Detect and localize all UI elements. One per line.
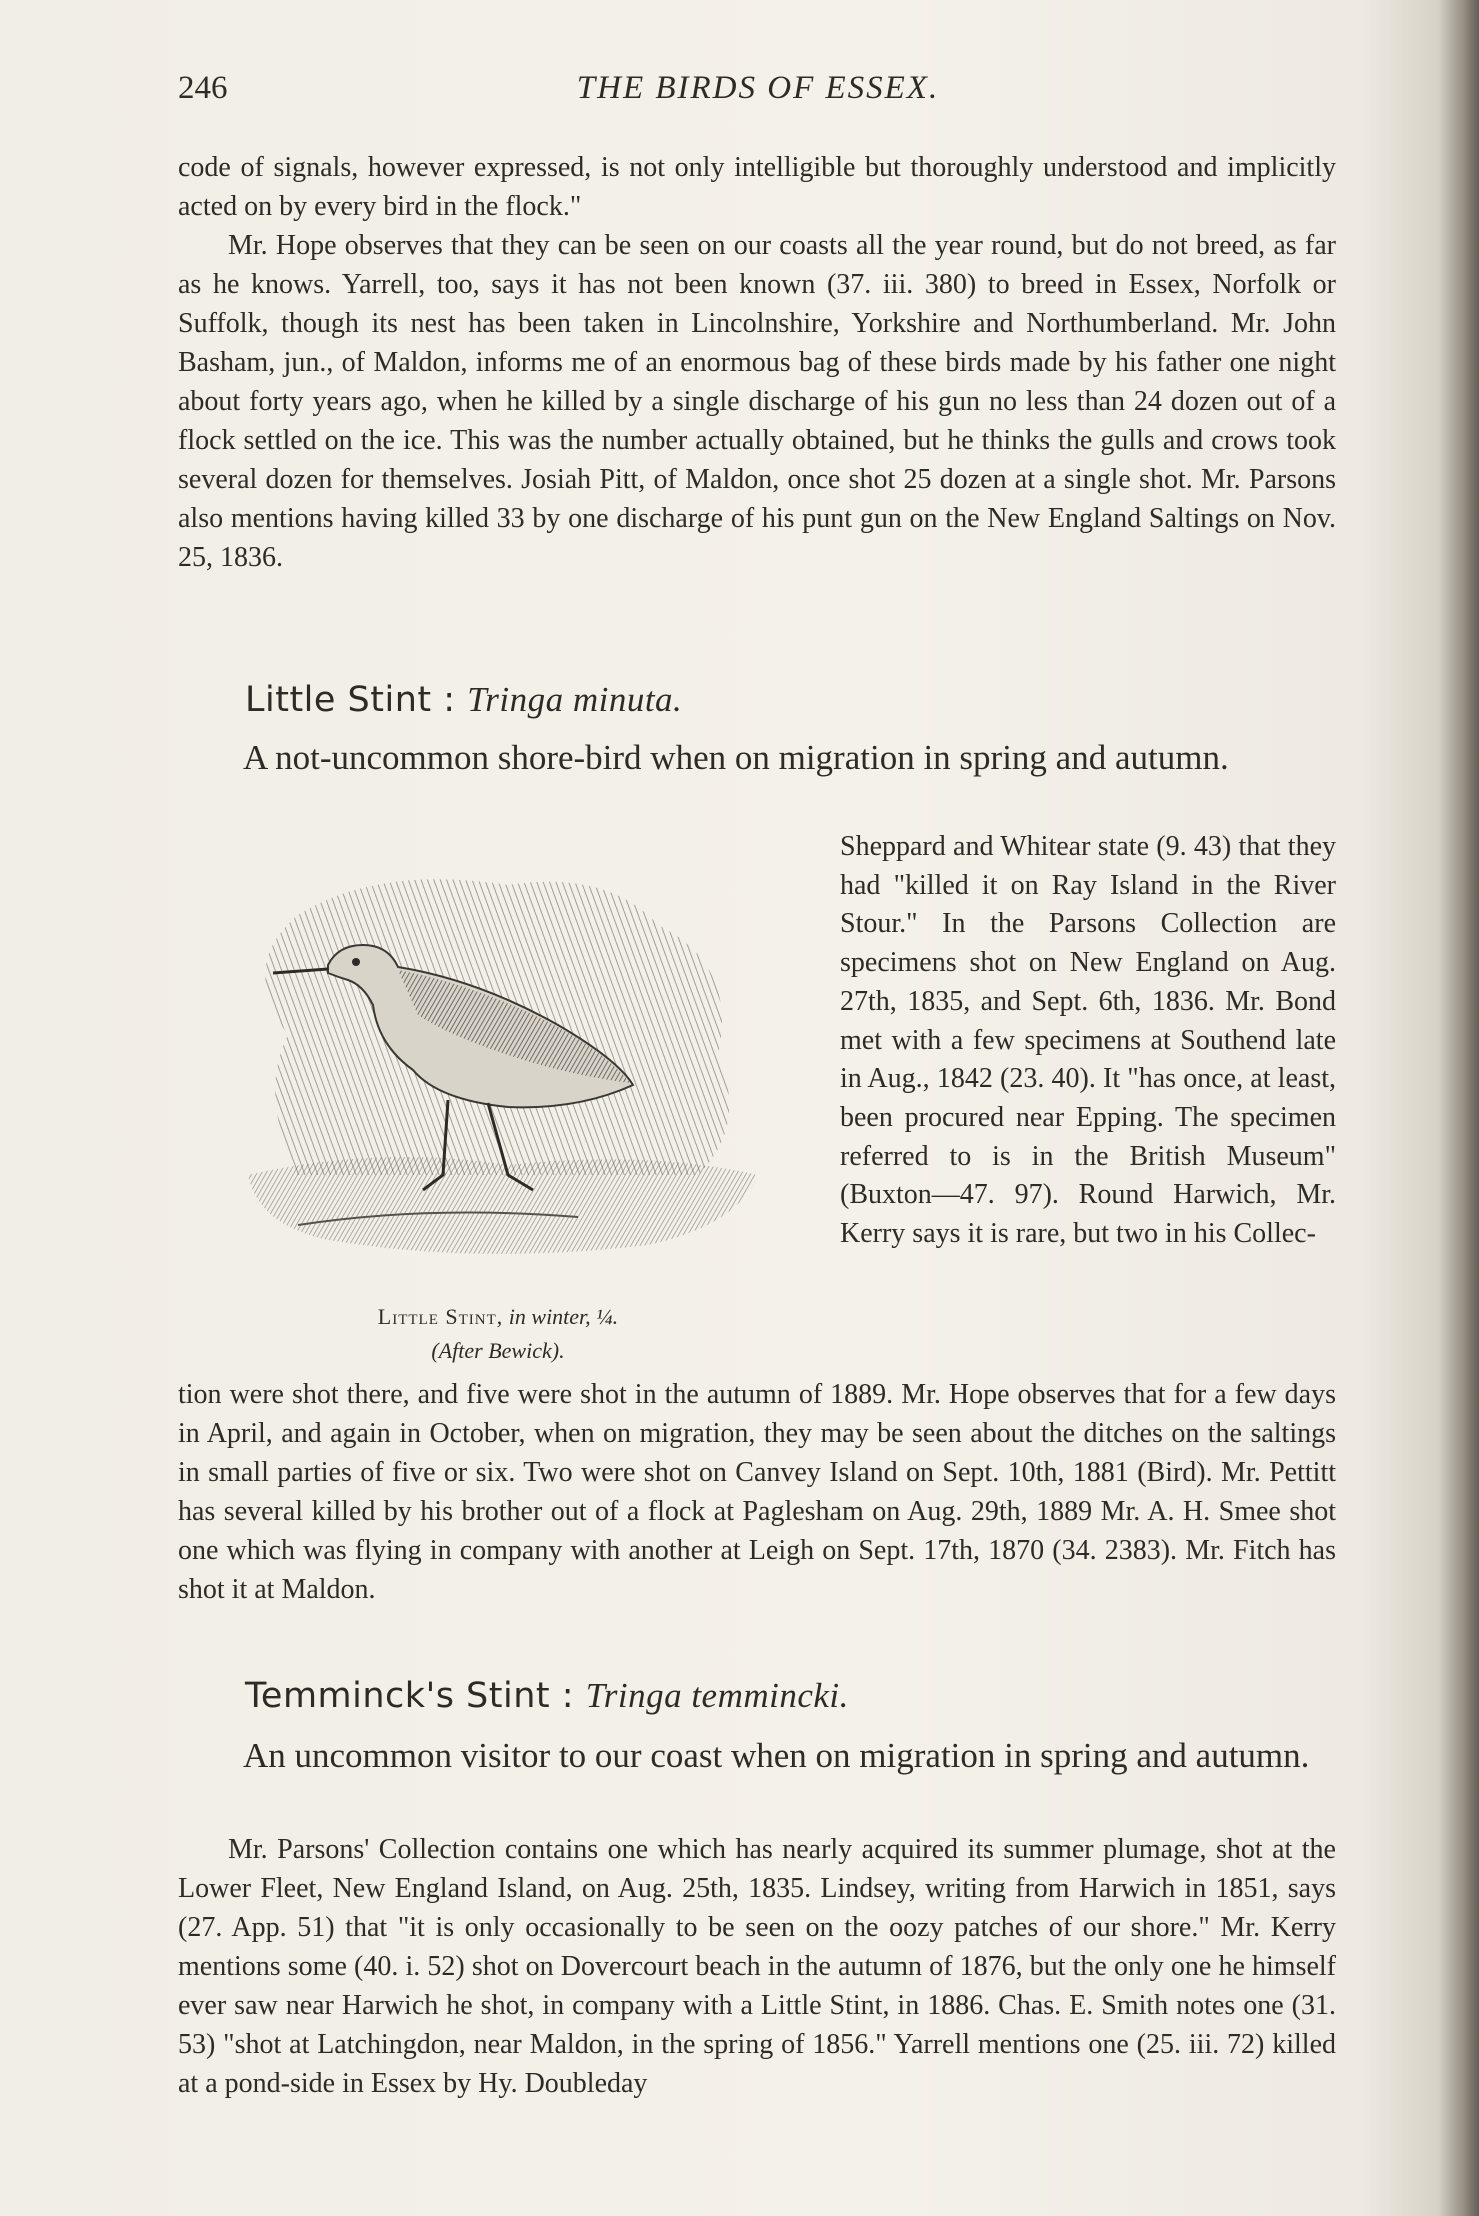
- section-heading-temmincks-stint: [245, 1676, 849, 1716]
- page-number: 246: [178, 70, 228, 106]
- lead-little-stint: [178, 736, 1338, 780]
- running-title: THE BIRDS OF ESSEX.: [576, 70, 940, 106]
- caption-line-1: Little Stint, in winter, ¼.: [377, 1304, 619, 1329]
- heading-separator: :: [561, 1676, 575, 1716]
- caption-line-2: (After Bewick).: [431, 1338, 565, 1363]
- continued-paragraph: tion were shot there, and five were shot in the autumn of 1889. Mr. Hope observes that for a few days in April, and again in October, when on migration, they may be seen about the ditches on the saltings in small parties of five or six. Two were shot on Canvey Island on Sept. 10th, 1881 (Bird). Mr. Pettitt has several killed by his brother out of a flock at Paglesham on Aug. 29th, 1889 Mr. A. H. Smee shot one which was flying in company with another at Leigh on Sept. 17th, 1870 (34. 2383). Mr. Fitch has shot it at Maldon.: [178, 1379, 1336, 1605]
- heading-separator: :: [443, 680, 456, 720]
- heading-latin-name: Tringa temmincki.: [585, 1676, 849, 1715]
- little-stint-continued: [178, 1375, 1336, 1609]
- opening-text: [178, 148, 1336, 577]
- figure-little-stint: [178, 845, 818, 1375]
- temmincks-stint-body: [178, 1830, 1336, 2103]
- lead-temmincks-stint: [178, 1734, 1338, 1778]
- lead-text: A not-uncommon shore-bird when on migration in spring and autumn.: [243, 738, 1229, 777]
- page-binding-shadow: [1439, 0, 1479, 2216]
- paragraph-hope-observes: Mr. Hope observes that they can be seen on our coasts all the year round, but do not breed, as far as he knows. Yarrell, too, says it has not been known (37. iii. 380) to breed in Essex, Norfolk or Suffolk, though its nest has been taken in Lincolnshire, Yorkshire and Northumberland. Mr. John Basham, jun., of Maldon, informs me of an enormous bag of these birds made by his father one night about forty years ago, when he killed by a single discharge of his gun no less than 24 dozen out of a flock settled on the ice. This was the number actually obtained, but he thinks the gulls and crows took several dozen for themselves. Josiah Pitt, of Maldon, once shot 25 dozen at a single shot. Mr. Parsons also mentions having killed 33 by one discharge of his punt gun on the New England Saltings on Nov. 25, 1836.: [178, 230, 1336, 573]
- heading-common-name: Little Stint: [245, 680, 432, 720]
- paragraph-continuation: code of signals, however expressed, is not only intelligible but thoroughly understood and implicitly acted on by every bird in the flock.": [178, 152, 1336, 222]
- side-paragraph: Sheppard and Whitear state (9. 43) that they had "killed it on Ray Island in the River Stour." In the Parsons Collection are specimens shot on New England on Aug. 27th, 1835, and Sept. 6th, 1836. Mr. Bond met with a few specimens at Southend late in Aug., 1842 (23. 40). It "has once, at least, been procured near Epping. The specimen referred to is in the British Museum" (Buxton—47. 97). Round Harwich, Mr. Kerry says it is rare, but two in his Collec-: [840, 831, 1336, 1250]
- body-paragraph: Mr. Parsons' Collection contains one which has nearly acquired its summer plumage, shot at the Lower Fleet, New England Island, on Aug. 25th, 1835. Lindsey, writing from Harwich in 1851, says (27. App. 51) that "it is only occasionally to be seen on the oozy patches of our shore." Mr. Kerry mentions some (40. i. 52) shot on Dovercourt beach in the autumn of 1876, but the only one he himself ever saw near Harwich he shot, in company with a Little Stint, in 1886. Chas. E. Smith notes one (31. 53) "shot at Latchingdon, near Maldon, in the spring of 1856." Yarrell mentions one (25. iii. 72) killed at a pond-side in Essex by Hy. Doubleday: [178, 1834, 1336, 2099]
- bird-engraving: [178, 845, 818, 1295]
- figure-caption: [178, 1300, 818, 1368]
- section-heading-little-stint: [245, 680, 682, 720]
- page-header: [178, 70, 1338, 120]
- heading-common-name: Temminck's Stint: [245, 1676, 551, 1716]
- lead-text: An uncommon visitor to our coast when on migration in spring and autumn.: [243, 1736, 1310, 1775]
- side-column-text: [840, 828, 1336, 1254]
- heading-latin-name: Tringa minuta.: [467, 680, 683, 719]
